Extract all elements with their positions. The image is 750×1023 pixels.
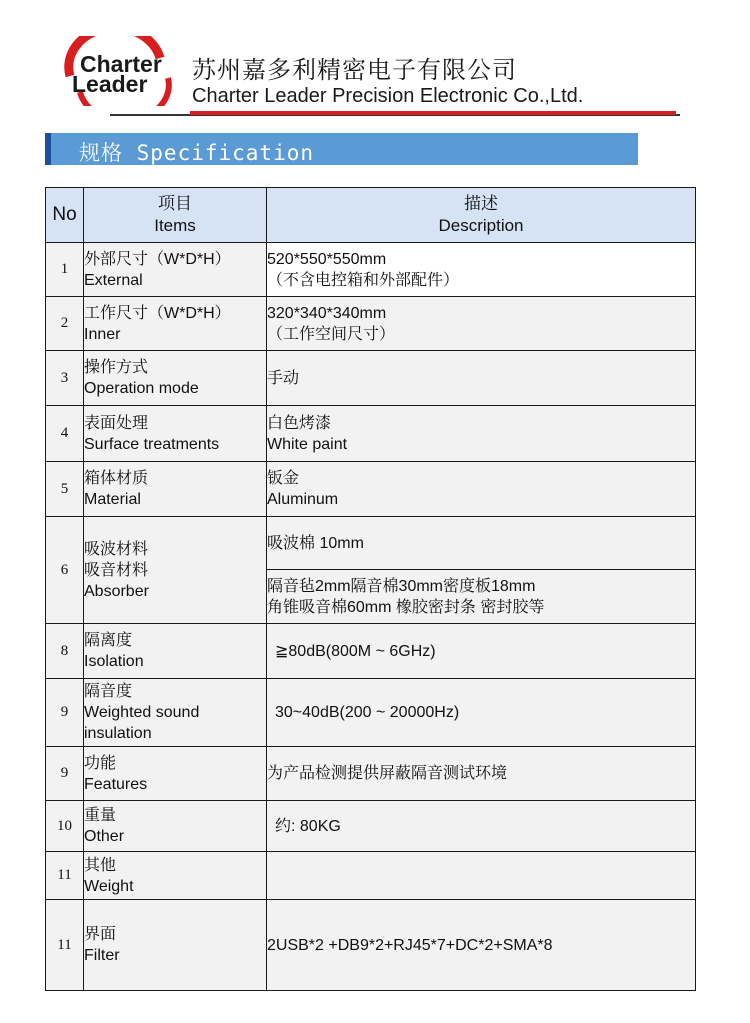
desc-line: ≧80dB(800M ~ 6GHz) bbox=[275, 642, 436, 660]
header-items-en: Items bbox=[154, 216, 196, 235]
row-number: 9 bbox=[46, 747, 84, 801]
desc-line: 白色烤漆 bbox=[267, 414, 332, 432]
item-cn: 表面处理 bbox=[84, 414, 149, 432]
item-en: Filter bbox=[84, 947, 120, 964]
desc-line: 角锥吸音棉60mm 橡胶密封条 密封胶等 bbox=[267, 598, 545, 616]
row-item bbox=[84, 297, 267, 351]
row-number: 6 bbox=[46, 517, 84, 624]
table-row bbox=[46, 462, 696, 517]
item-cn: 工作尺寸（W*D*H） bbox=[84, 304, 231, 322]
logo-text-line1: Charter bbox=[80, 51, 162, 77]
row-description bbox=[267, 243, 696, 297]
item-en: Other bbox=[84, 828, 125, 845]
desc-line: 为产品检测提供屏蔽隔音测试环境 bbox=[267, 765, 508, 782]
header-no: No bbox=[46, 188, 84, 243]
header-description bbox=[267, 188, 696, 243]
row-description bbox=[267, 852, 696, 900]
row-item bbox=[84, 900, 267, 991]
row-description bbox=[267, 801, 696, 852]
item-cn: 重量 bbox=[84, 807, 117, 824]
table-row bbox=[46, 679, 696, 747]
desc-line: 吸波棉 10mm bbox=[267, 534, 364, 552]
desc-line: （工作空间尺寸） bbox=[267, 325, 396, 343]
row-description bbox=[267, 679, 696, 747]
desc-line: 30~40dB(200 ~ 20000Hz) bbox=[275, 704, 460, 721]
row-number: 11 bbox=[46, 900, 84, 991]
header-desc-cn: 描述 bbox=[464, 194, 498, 213]
item-en: Features bbox=[84, 775, 148, 793]
item-en: Inner bbox=[84, 325, 121, 343]
table-row bbox=[46, 747, 696, 801]
company-logo bbox=[60, 36, 180, 106]
item-cn: 操作方式 bbox=[84, 359, 149, 376]
table-row bbox=[46, 243, 696, 297]
table-row bbox=[46, 351, 696, 406]
desc-line: 手动 bbox=[267, 369, 300, 387]
row-item bbox=[84, 852, 267, 900]
item-en: Absorber bbox=[84, 582, 149, 600]
desc-line: 约: 80KG bbox=[275, 817, 341, 835]
row-item bbox=[84, 679, 267, 747]
desc-line: 2USB*2 +DB9*2+RJ45*7+DC*2+SMA*8 bbox=[267, 936, 553, 954]
desc-line: White paint bbox=[267, 435, 348, 453]
item-en: External bbox=[84, 271, 143, 289]
table-row bbox=[46, 900, 696, 991]
row-description bbox=[267, 517, 696, 570]
row-description bbox=[267, 747, 696, 801]
desc-line: 隔音毡2mm隔音棉30mm密度板18mm bbox=[267, 577, 536, 595]
section-title-bar bbox=[45, 133, 638, 165]
item-cn: 功能 bbox=[84, 754, 117, 772]
item-en-2: insulation bbox=[84, 725, 152, 742]
row-item bbox=[84, 624, 267, 679]
row-item bbox=[84, 747, 267, 801]
desc-line: （不含电控箱和外部配件） bbox=[267, 271, 460, 289]
section-title-accent bbox=[45, 133, 51, 165]
row-number: 1 bbox=[46, 243, 84, 297]
row-description bbox=[267, 351, 696, 406]
item-cn-2: 吸音材料 bbox=[84, 561, 149, 579]
row-description bbox=[267, 570, 696, 624]
section-title: 规格 Specification bbox=[79, 141, 315, 165]
row-number: 4 bbox=[46, 406, 84, 462]
item-cn: 其他 bbox=[84, 856, 117, 874]
row-number: 11 bbox=[46, 852, 84, 900]
header-desc-en: Description bbox=[438, 216, 524, 235]
item-en: Weighted sound bbox=[84, 704, 200, 721]
logo-text-line2: Leader bbox=[72, 71, 148, 97]
table-row bbox=[46, 801, 696, 852]
row-number: 5 bbox=[46, 462, 84, 517]
row-description bbox=[267, 462, 696, 517]
table-row bbox=[46, 406, 696, 462]
table-row bbox=[46, 297, 696, 351]
spec-table bbox=[45, 187, 696, 991]
row-item bbox=[84, 406, 267, 462]
row-number: 3 bbox=[46, 351, 84, 406]
row-item bbox=[84, 801, 267, 852]
header-items-cn: 项目 bbox=[158, 194, 192, 213]
item-cn: 箱体材质 bbox=[84, 470, 149, 487]
table-row bbox=[46, 517, 696, 570]
row-description bbox=[267, 297, 696, 351]
item-en: Operation mode bbox=[84, 380, 199, 397]
item-en: Weight bbox=[84, 877, 134, 895]
header-accent-line bbox=[190, 111, 676, 115]
row-description bbox=[267, 900, 696, 991]
desc-line: 520*550*550mm bbox=[267, 250, 387, 268]
item-cn: 界面 bbox=[84, 926, 117, 943]
row-number: 10 bbox=[46, 801, 84, 852]
company-name-cn: 苏州嘉多利精密电子有限公司 bbox=[192, 56, 517, 84]
company-name-en: Charter Leader Precision Electronic Co.,Ltd. bbox=[192, 85, 584, 107]
item-en: Surface treatments bbox=[84, 435, 220, 453]
table-header-row bbox=[46, 188, 696, 243]
desc-line: 钣金 bbox=[267, 470, 300, 487]
row-number: 9 bbox=[46, 679, 84, 747]
item-cn: 隔离度 bbox=[84, 632, 133, 649]
row-item bbox=[84, 517, 267, 624]
row-number: 8 bbox=[46, 624, 84, 679]
desc-line: 320*340*340mm bbox=[267, 304, 387, 322]
item-cn: 吸波材料 bbox=[84, 540, 149, 558]
row-item bbox=[84, 351, 267, 406]
item-cn: 隔音度 bbox=[84, 683, 133, 700]
desc-line: Aluminum bbox=[267, 491, 339, 508]
item-en: Isolation bbox=[84, 653, 144, 670]
table-row bbox=[46, 624, 696, 679]
item-en: Material bbox=[84, 491, 141, 508]
table-row bbox=[46, 852, 696, 900]
row-description bbox=[267, 406, 696, 462]
row-item bbox=[84, 243, 267, 297]
header-items bbox=[84, 188, 267, 243]
row-description bbox=[267, 624, 696, 679]
row-item bbox=[84, 462, 267, 517]
item-cn: 外部尺寸（W*D*H） bbox=[84, 250, 231, 268]
row-number: 2 bbox=[46, 297, 84, 351]
